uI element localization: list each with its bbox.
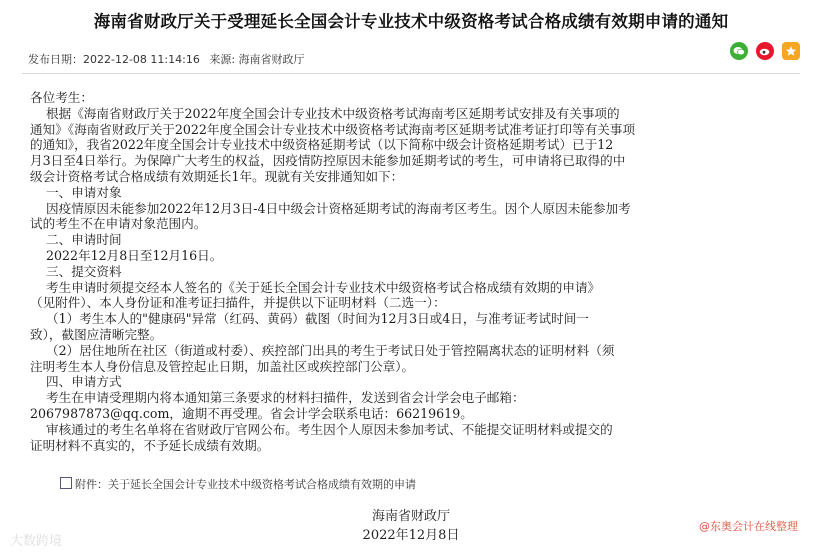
body-line: 致），截图应清晰完整。 bbox=[30, 326, 163, 342]
body-line: 审核通过的考生名单将在省财政厅官网公布。考生因个人原因未参加考试、不能提交证明材料或提交的 bbox=[30, 421, 613, 437]
share-bar bbox=[730, 42, 800, 60]
watermark-left: 大数跨境 bbox=[10, 534, 63, 549]
body-line: （2）居住地所在社区（街道或村委）、疾控部门出具的考生于考试日处于管控隔离状态的证明材料（须 bbox=[30, 342, 615, 358]
body-line: 各位考生： bbox=[30, 90, 93, 105]
attachment-icon bbox=[60, 477, 72, 489]
wechat-icon[interactable] bbox=[730, 42, 748, 60]
body-line: 二、申请时间 bbox=[30, 232, 122, 248]
body-line: 级会计资格考试合格成绩有效期延长1年。现就有关安排通知如下： bbox=[30, 168, 404, 184]
body-line: 三、提交资料 bbox=[30, 263, 122, 279]
body-line: 的通知》，我省2022年度全国会计专业技术中级资格延期考试（以下简称中级会计资格延期考试）已于12 bbox=[30, 137, 614, 153]
body-line: （见附件）、本人身份证和准考证扫描件，并提供以下证明材料（二选一）： bbox=[30, 295, 446, 311]
body-line: 月3日至4日举行。为保障广大考生的权益，因疫情防控原因未能参加延期考试的考生，可申请将已取得的中 bbox=[30, 153, 626, 169]
body-line: 试的考生不在申请对象范围内。 bbox=[30, 216, 207, 232]
body-line: 一、申请对象 bbox=[30, 184, 122, 200]
attachment-label: 附件：关于延长全国会计专业技术中级资格考试合格成绩有效期的申请 bbox=[75, 478, 416, 491]
page-title: 海南省财政厅关于受理延长全国会计专业技术中级资格考试合格成绩有效期申请的通知 bbox=[93, 12, 729, 31]
watermark-right: @东奥会计在线整理 bbox=[699, 520, 798, 533]
body-line: 考生在申请受理期内将本通知第三条要求的材料扫描件，发送到省会计学会电子邮箱： bbox=[30, 390, 525, 406]
body-line: 考生申请时须提交经本人签名的《关于延长全国会计专业技术中级资格考试合格成绩有效期的申请》 bbox=[30, 279, 601, 295]
signature-org: 海南省财政厅 bbox=[371, 509, 450, 524]
body-line: 通知》《海南省财政厅关于2022年度全国会计专业技术中级资格考试海南考区延期考试准考证打印等有关事项 bbox=[30, 121, 636, 137]
body-line: 2022年12月8日至12月16日。 bbox=[30, 247, 223, 263]
source: 来源: 海南省财政厅 bbox=[209, 53, 305, 66]
favorite-icon[interactable] bbox=[782, 42, 800, 60]
body-line: 根据《海南省财政厅关于2022年度全国会计专业技术中级资格考试海南考区延期考试安排及有关事项的 bbox=[30, 105, 620, 121]
body-line: 四、申请方式 bbox=[30, 374, 122, 390]
attachment-link[interactable] bbox=[60, 476, 416, 492]
body-line: （1）考生本人的"健康码"异常（红码、黄码）截图（时间为12月3日或4日，与准考证考试时间一 bbox=[30, 311, 589, 327]
body-line: 因疫情原因未能参加2022年12月3日-4日中级会计资格延期考试的海南考区考生。因个人原因未能参加考 bbox=[30, 200, 631, 216]
body-line: 2067987873@qq.com，逾期不再受理。省会计学会联系电话：66219619。 bbox=[30, 405, 473, 421]
header-divider bbox=[22, 73, 800, 74]
signature-date: 2022年12月8日 bbox=[362, 528, 460, 543]
body-line: 证明材料不真实的，不予延长成绩有效期。 bbox=[30, 437, 270, 453]
weibo-icon[interactable] bbox=[756, 42, 774, 60]
body-line: 注明考生本人身份信息及管控起止日期，加盖社区或疾控部门公章）。 bbox=[30, 358, 415, 374]
article-body bbox=[30, 90, 800, 453]
publish-date: 发布日期：2022-12-08 11:14:16 bbox=[28, 53, 200, 66]
article-meta bbox=[28, 51, 311, 67]
